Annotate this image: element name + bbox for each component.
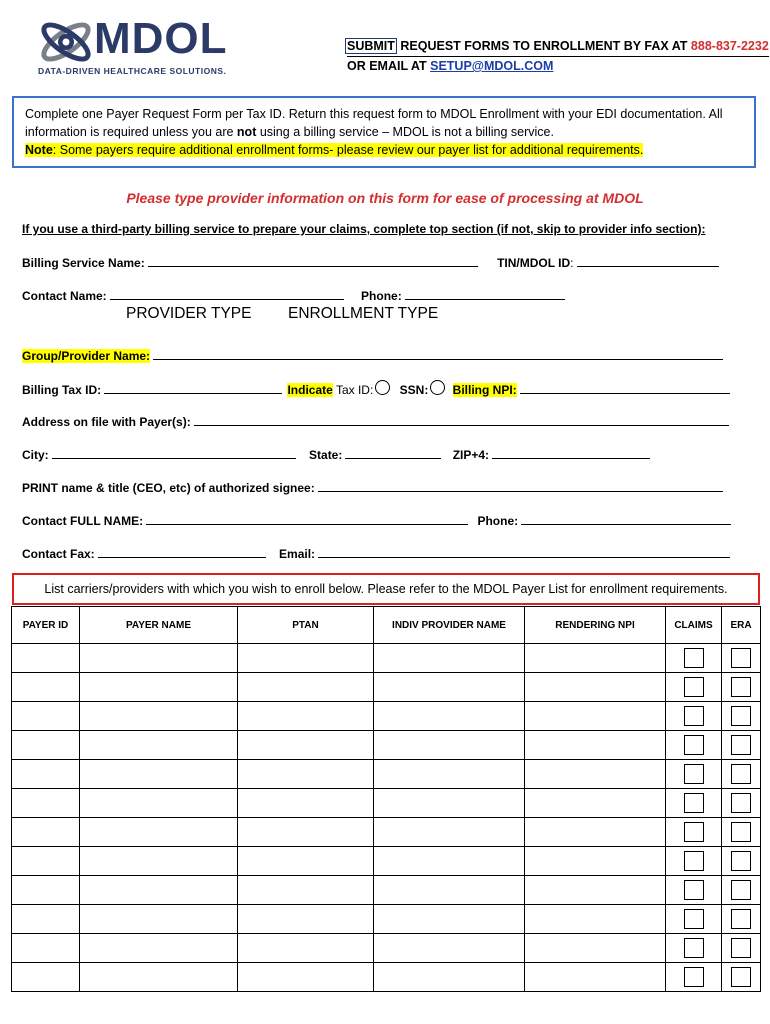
rendering-npi-cell[interactable]	[525, 905, 666, 934]
indiv-provider-name-cell[interactable]	[374, 702, 525, 731]
ptan-cell[interactable]	[238, 963, 374, 992]
indiv-provider-name-cell[interactable]	[374, 934, 525, 963]
ptan-cell[interactable]	[238, 760, 374, 789]
billing-npi-field[interactable]	[520, 381, 730, 394]
indiv-provider-name-cell[interactable]	[374, 876, 525, 905]
group-provider-name-field[interactable]	[153, 347, 723, 360]
claims-cell	[666, 760, 722, 789]
form-title: Please type provider information on this form for ease of processing at MDOL	[126, 190, 644, 206]
col-ptan: PTAN	[238, 607, 374, 644]
billing-service-row: Billing Service Name: TIN/MDOL ID:	[22, 254, 719, 270]
rendering-npi-cell[interactable]	[525, 644, 666, 673]
claims-cell	[666, 847, 722, 876]
indiv-provider-name-cell[interactable]	[374, 847, 525, 876]
payer-name-cell[interactable]	[80, 818, 238, 847]
contact-name-field[interactable]	[110, 287, 344, 300]
rendering-npi-cell[interactable]	[525, 702, 666, 731]
era-cell	[722, 818, 761, 847]
era-checkbox[interactable]	[731, 909, 751, 929]
claims-cell	[666, 876, 722, 905]
era-cell	[722, 673, 761, 702]
email-link[interactable]: SETUP@MDOL.COM	[430, 59, 554, 73]
tin-mdol-id-field[interactable]	[577, 254, 719, 267]
payer-name-cell[interactable]	[80, 789, 238, 818]
tax-id-radio[interactable]	[375, 380, 390, 395]
billing-tax-id-field[interactable]	[104, 381, 282, 394]
payer-list-note: List carriers/providers with which you wish to enroll below. Please refer to the MDOL Payer List for enrollment requirements.	[12, 573, 760, 605]
era-cell	[722, 644, 761, 673]
era-checkbox[interactable]	[731, 967, 751, 987]
ptan-cell[interactable]	[238, 644, 374, 673]
era-checkbox[interactable]	[731, 735, 751, 755]
claims-checkbox[interactable]	[684, 880, 704, 900]
col-payer-name: PAYER NAME	[80, 607, 238, 644]
contact-phone-field[interactable]	[405, 287, 565, 300]
table-row	[12, 731, 761, 760]
contact-full-row: Contact FULL NAME: Phone:	[22, 512, 731, 528]
claims-checkbox[interactable]	[684, 706, 704, 726]
ptan-cell[interactable]	[238, 847, 374, 876]
payer-name-cell[interactable]	[80, 963, 238, 992]
ssn-radio[interactable]	[430, 380, 445, 395]
payer-name-cell[interactable]	[80, 934, 238, 963]
col-indiv-provider-name: INDIV PROVIDER NAME	[374, 607, 525, 644]
claims-checkbox[interactable]	[684, 793, 704, 813]
ptan-cell[interactable]	[238, 789, 374, 818]
fax-number: 888-837-2232	[690, 39, 769, 53]
col-era: ERA	[722, 607, 761, 644]
era-checkbox[interactable]	[731, 851, 751, 871]
ptan-cell[interactable]	[238, 731, 374, 760]
table-row	[12, 789, 761, 818]
table-row	[12, 934, 761, 963]
ptan-cell[interactable]	[238, 934, 374, 963]
table-row	[12, 963, 761, 992]
contact-full-name-field[interactable]	[146, 512, 468, 525]
billing-tax-row: Billing Tax ID: Indicate Tax ID: SSN: Billing NPI:	[22, 380, 730, 397]
enrollment-type-label: ENROLLMENT TYPE	[288, 305, 439, 322]
table-row	[12, 847, 761, 876]
era-cell	[722, 789, 761, 818]
era-cell	[722, 934, 761, 963]
payer-id-cell[interactable]	[12, 702, 80, 731]
claims-checkbox[interactable]	[684, 909, 704, 929]
address-field[interactable]	[194, 413, 729, 426]
indiv-provider-name-cell[interactable]	[374, 789, 525, 818]
ptan-cell[interactable]	[238, 702, 374, 731]
rendering-npi-cell[interactable]	[525, 731, 666, 760]
era-cell	[722, 731, 761, 760]
era-cell	[722, 905, 761, 934]
claims-cell	[666, 702, 722, 731]
rendering-npi-cell[interactable]	[525, 934, 666, 963]
payer-id-cell[interactable]	[12, 673, 80, 702]
payer-id-cell[interactable]	[12, 644, 80, 673]
payer-name-cell[interactable]	[80, 673, 238, 702]
era-cell	[722, 760, 761, 789]
payer-name-cell[interactable]	[80, 644, 238, 673]
era-cell	[722, 876, 761, 905]
payer-id-cell[interactable]	[12, 905, 80, 934]
note-label: Note	[25, 143, 53, 157]
rendering-npi-cell[interactable]	[525, 847, 666, 876]
city-field[interactable]	[52, 446, 296, 459]
col-rendering-npi: RENDERING NPI	[525, 607, 666, 644]
contact-phone2-field[interactable]	[521, 512, 731, 525]
logo-tagline: DATA-DRIVEN HEALTHCARE SOLUTIONS.	[38, 66, 227, 76]
era-checkbox[interactable]	[731, 880, 751, 900]
indiv-provider-name-cell[interactable]	[374, 818, 525, 847]
rendering-npi-cell[interactable]	[525, 818, 666, 847]
fax-email-row: Contact Fax: Email:	[22, 545, 730, 561]
rendering-npi-cell[interactable]	[525, 760, 666, 789]
signee-row: PRINT name & title (CEO, etc) of authorized signee:	[22, 479, 723, 495]
claims-cell	[666, 673, 722, 702]
claims-checkbox[interactable]	[684, 822, 704, 842]
era-checkbox[interactable]	[731, 677, 751, 697]
payer-id-cell[interactable]	[12, 847, 80, 876]
col-payer-id: PAYER ID	[12, 607, 80, 644]
table-row	[12, 644, 761, 673]
table-row	[12, 876, 761, 905]
table-header-row	[12, 607, 761, 644]
payer-id-cell[interactable]	[12, 760, 80, 789]
email-field[interactable]	[318, 545, 730, 558]
payer-name-cell[interactable]	[80, 847, 238, 876]
payer-id-cell[interactable]	[12, 963, 80, 992]
table-row	[12, 702, 761, 731]
payer-name-cell[interactable]	[80, 731, 238, 760]
claims-checkbox[interactable]	[684, 938, 704, 958]
group-provider-row: Group/Provider Name:	[22, 347, 723, 363]
era-checkbox[interactable]	[731, 793, 751, 813]
indiv-provider-name-cell[interactable]	[374, 905, 525, 934]
payer-name-cell[interactable]	[80, 760, 238, 789]
claims-checkbox[interactable]	[684, 677, 704, 697]
zip-field[interactable]	[492, 446, 650, 459]
third-party-instructions: If you use a third-party billing service to prepare your claims, complete top section (if not, skip to provider info section):	[22, 222, 706, 236]
claims-checkbox[interactable]	[684, 764, 704, 784]
payer-id-cell[interactable]	[12, 876, 80, 905]
rendering-npi-cell[interactable]	[525, 673, 666, 702]
claims-cell	[666, 789, 722, 818]
indiv-provider-name-cell[interactable]	[374, 644, 525, 673]
payer-id-cell[interactable]	[12, 934, 80, 963]
ptan-cell[interactable]	[238, 905, 374, 934]
payer-name-cell[interactable]	[80, 702, 238, 731]
billing-service-name-field[interactable]	[148, 254, 478, 267]
claims-checkbox[interactable]	[684, 648, 704, 668]
logo-emblem-icon	[36, 16, 96, 68]
era-cell	[722, 702, 761, 731]
city-state-zip-row: City: State: ZIP+4:	[22, 446, 650, 462]
rendering-npi-cell[interactable]	[525, 789, 666, 818]
payer-table	[11, 606, 761, 992]
table-row	[12, 760, 761, 789]
address-row: Address on file with Payer(s):	[22, 413, 729, 429]
state-field[interactable]	[345, 446, 441, 459]
contact-fax-field[interactable]	[98, 545, 266, 558]
claims-checkbox[interactable]	[684, 735, 704, 755]
era-checkbox[interactable]	[731, 764, 751, 784]
table-row	[12, 673, 761, 702]
claims-checkbox[interactable]	[684, 851, 704, 871]
payer-id-cell[interactable]	[12, 731, 80, 760]
rendering-npi-cell[interactable]	[525, 876, 666, 905]
table-row	[12, 905, 761, 934]
claims-checkbox[interactable]	[684, 967, 704, 987]
payer-id-cell[interactable]	[12, 789, 80, 818]
era-cell	[722, 963, 761, 992]
instructions-box: Complete one Payer Request Form per Tax ID. Return this request form to MDOL Enrollment with your EDI documentation. All information is required unless you are not using a billing service – MDOL is not a billing service. Note: Some payers require additional enrollment forms- please review our payer list for additional requirements.	[12, 96, 756, 168]
claims-cell	[666, 934, 722, 963]
provider-type-label: PROVIDER TYPE	[126, 305, 252, 322]
era-cell	[722, 847, 761, 876]
indiv-provider-name-cell[interactable]	[374, 760, 525, 789]
claims-cell	[666, 644, 722, 673]
payer-name-cell[interactable]	[80, 876, 238, 905]
rendering-npi-cell[interactable]	[525, 963, 666, 992]
era-checkbox[interactable]	[731, 938, 751, 958]
era-checkbox[interactable]	[731, 648, 751, 668]
payer-name-cell[interactable]	[80, 905, 238, 934]
ptan-cell[interactable]	[238, 673, 374, 702]
claims-cell	[666, 905, 722, 934]
col-claims: CLAIMS	[666, 607, 722, 644]
claims-cell	[666, 963, 722, 992]
indiv-provider-name-cell[interactable]	[374, 963, 525, 992]
indiv-provider-name-cell[interactable]	[374, 731, 525, 760]
signee-name-field[interactable]	[318, 479, 723, 492]
claims-cell	[666, 731, 722, 760]
indiv-provider-name-cell[interactable]	[374, 673, 525, 702]
era-checkbox[interactable]	[731, 706, 751, 726]
ptan-cell[interactable]	[238, 818, 374, 847]
submit-instructions: SUBMIT REQUEST FORMS TO ENROLLMENT BY FAX AT 888-837-2232 OR EMAIL AT SETUP@MDOL.COM	[347, 39, 769, 73]
era-checkbox[interactable]	[731, 822, 751, 842]
claims-cell	[666, 818, 722, 847]
contact-row: Contact Name: Phone:	[22, 287, 565, 303]
table-row	[12, 818, 761, 847]
payer-id-cell[interactable]	[12, 818, 80, 847]
ptan-cell[interactable]	[238, 876, 374, 905]
logo-text: MDOL	[94, 14, 228, 63]
submit-word: SUBMIT	[347, 39, 395, 53]
